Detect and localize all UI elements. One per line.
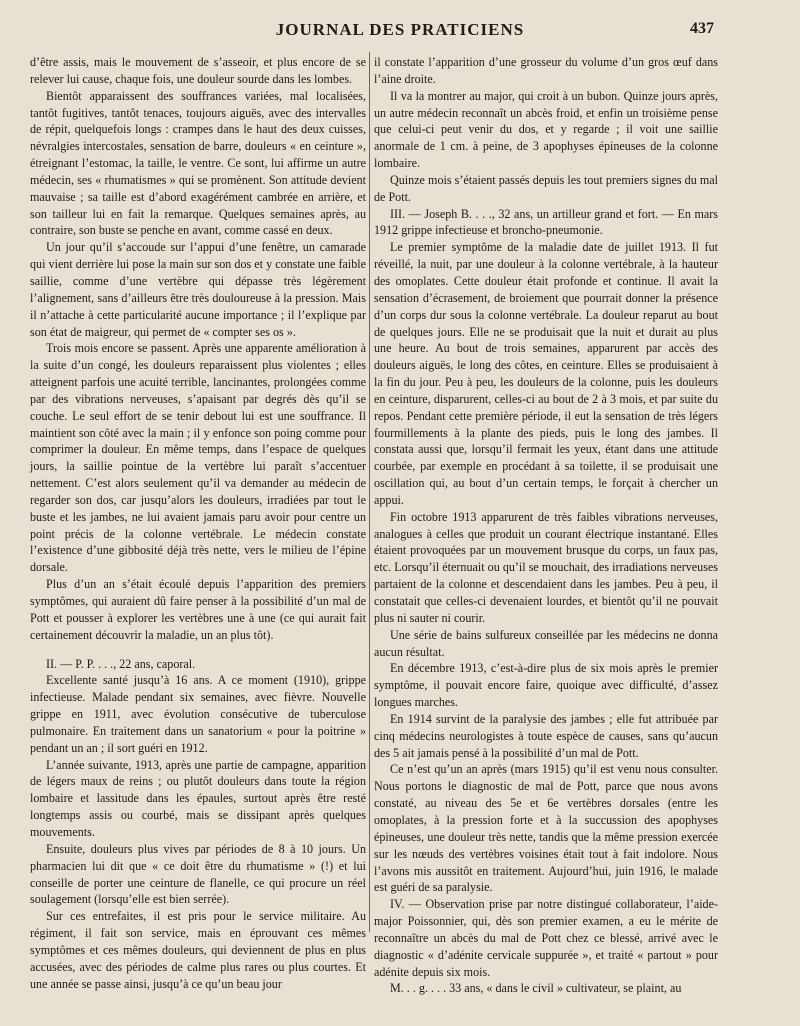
paragraph: Ensuite, douleurs plus vives par périodes de 8 à 10 jours. Un pharmacien lui dit que « ce doit être du rhumatisme » (!) et lui conseille de porter une ceinture de flanelle, ce qui procure un réel soulagement (lorsqu’elle est bien serrée). — [30, 841, 366, 907]
paragraph: L’année suivante, 1913, après une partie de campagne, apparition de légers maux de reins ; ou plutôt douleurs dans toute la région lombaire et lassitude dans les épaules, surtout après être resté longtemps assis ou courbé, mais se dissipant après quelques mouvements. — [30, 757, 366, 839]
paragraph: Excellente santé jusqu’à 16 ans. A ce moment (1910), grippe infectieuse. Malade pendant six semaines, avec fièvre. Nouvelle grippe en 1911, avec évolution consécutive de tuberculose pulmonaire. En traitement dans un sanatorium « pour la poitrine » pendant un an ; il sort guéri en 1912. — [30, 673, 366, 755]
left-column — [30, 54, 366, 992]
right-column — [374, 54, 718, 997]
paragraph: Bientôt apparaissent des souffrances variées, mal localisées, tantôt fugitives, tantôt tenaces, toujours aiguës, avec des intervalles de répit, quelquefois longs : crampes dans le haut des deux cuisses, névralgies intercostales, sensation de barre, douleurs « en ceinture », étreignant l’estomac, la taille, le ventre. Ce sont, lui affirme un autre médecin, ses « rhumatismes » qui se promènent. Son attitude devient mauvaise ; sa taille est d’abord exagérément cambrée en arrière, et son tailleur lui en fait la remarque. Quelques semaines après, au contraire, son buste se penche en avant, comme cassé en deux. — [30, 88, 366, 238]
case-heading: III. — Joseph B. . . ., 32 ans, un artilleur grand et fort. — En mars 1912 grippe infectieuse et broncho-pneumonie. — [374, 206, 718, 238]
paragraph: Quinze mois s’étaient passés depuis les tout premiers signes du mal de Pott. — [374, 172, 718, 204]
column-divider — [369, 52, 370, 932]
journal-title: JOURNAL DES PRATICIENS — [275, 20, 525, 39]
paragraph: Une série de bains sulfureux conseillée par les médecins ne donna aucun résultat. — [374, 627, 718, 659]
paragraph: M. . . g. . . . 33 ans, « dans le civil » cultivateur, se plaint, au — [390, 981, 682, 996]
case-heading: II. — P. P. . . ., 22 ans, caporal. — [46, 656, 196, 671]
page-number: 437 — [690, 20, 714, 37]
paragraph: En décembre 1913, c’est-à-dire plus de six mois après le premier symptôme, il pouvait encore faire, quoique avec difficulté, d’assez longues marches. — [374, 661, 718, 710]
paragraph: Sur ces entrefaites, il est pris pour le service militaire. Au régiment, il fait son service, mais en éprouvant ces mêmes symptômes et ces mêmes douleurs, qui deviennent de plus en plus accusées, avec des périodes de calme plus rares ou plus courtes. Et une année se passe ainsi, jusqu’à ce qu’un beau jour — [30, 909, 366, 991]
paragraph: Fin octobre 1913 apparurent de très faibles vibrations nerveuses, analogues à celles que produit un courant électrique instantané. Elles étaient provoquées par un mouvement brusque du corps, un faux pas, etc. Lorsqu’il éternuait ou qu’il se mouchait, des irradiations nerveuses partaient de la colonne et descendaient dans les jambes. Peu à peu, il constatait que celles-ci devenaient lourdes, et bientôt qu’il ne pouvait plus ni sauter ni courir. — [374, 509, 718, 625]
paragraph: Un jour qu’il s’accoude sur l’appui d’une fenêtre, un camarade qui vient derrière lui pose la main sur son dos et y constate une faible saillie, comme d’une vertèbre qui dépasse très légèrement l’alignement, sans d’ailleurs être très douloureuse à la pression. Mais il n’attache à cette particularité aucune importance ; il l’explique par son état de maigreur, qui permet de « compter ses os ». — [30, 240, 366, 339]
paragraph: Ce n’est qu’un an après (mars 1915) qu’il est venu nous consulter. Nous portons le diagnostic de mal de Pott, parce que nous avons constaté, au niveau des 5e et 6e vertèbres dorsales (entre les omoplates, à la pression forte et à la succussion des apophyses épineuses, une douleur très nette, tandis que la même pression exercée sur les nœuds des vertèbres voisines était tout à fait indolore. Nous l’avons mis aussitôt en traitement. Aujourd’hui, juin 1916, le malade est guéri de sa paralysie. — [374, 762, 718, 895]
paragraph: il constate l’apparition d’une grosseur du volume d’un gros œuf dans l’aine droite. — [374, 55, 718, 86]
paragraph: Il va la montrer au major, qui croit à un bubon. Quinze jours après, un autre médecin reconnaît un abcès froid, et enfin un troisième pense que celui-ci peut venir du dos, et y regarde ; il voit une saillie anormale de 1 cm. à peine, de 3 apophyses épineuses de la colonne lombaire. — [374, 88, 718, 171]
paragraph: Trois mois encore se passent. Après une apparente amélioration à la suite d’un congé, les douleurs reparaissent plus violentes ; elles atteignent parfois une acuité terrible, lancinantes, prolongées comme par des vibrations nerveuses, s’apaisant par degrés dès qu’il se couche. Le seul effort de se tenir debout lui est une souffrance. Il maintient son côté avec la main ; il y enfonce son poing comme pour comprimer la douleur. En même temps, dans l’espace de quelques jours, la saillie pointue de la vertèbre lui paraît s’accentuer nettement. C’est alors seulement qu’il va demander au médecin de regarder son dos, car jusqu’alors les douleurs, irradiées par tout le buste et les jambes, ne lui avaient jamais paru avoir pour centre un point précis de la colonne vertébrale. Le médecin constate l’existence d’une gibbosité déjà très nette, vers le milieu de l’épine dorsale. — [30, 341, 366, 575]
case-heading: IV. — Observation prise par notre distingué collaborateur, l’aide-major Poissonnier, qui, dès son premier examen, a eu le mérite de reconnaître un abcès du mal de Pott chez ce blessé, arrivé avec le diagnostic « d’adénite cervicale suppurée », et traité « partout » pour adénite depuis six mois. — [374, 897, 718, 979]
paragraph: d’être assis, mais le mouvement de s’asseoir, et plus encore de se relever lui cause, chaque fois, une douleur sourde dans les lombes. — [30, 55, 366, 86]
paragraph: En 1914 survint de la paralysie des jambes ; elle fut attribuée par cinq médecins neurologistes à toute espèce de causes, sans qu’aucun des 5 ait jamais pensé à la possibilité d’un mal de Pott. — [374, 711, 718, 760]
paragraph: Plus d’un an s’était écoulé depuis l’apparition des premiers symptômes, qui auraient dû faire penser à la possibilité d’un mal de Pott et pousser à explorer les vertèbres une à une (ce qui aurait fait certainement découvrir la maladie, un an plus tôt). — [30, 577, 366, 642]
paragraph: Le premier symptôme de la maladie date de juillet 1913. Il fut réveillé, la nuit, par une douleur à la colonne vertébrale, à la hauteur des omoplates. Cette douleur était profonde et continue. Il avait la sensation d’écrasement, de broiement que pourrait donner la présence d’un corps dur sous la colonne vertébrale. La douleur reparut au bout de quelques jours. Elle ne se produisait que la nuit et durait au plus une heure. Au bout de trois semaines, apparurent par accès des douleurs aiguës, le long des côtes, en ceinture. Elles se produisaient à la fin du jour. Peu à peu, les douleurs de la colonne, puis les douleurs en ceinture, disparurent, celles-ci au bout de 2 à 3 mois, et par suite du repos. Pendant cette première période, il eut la sensation de très légers fourmillements à la plante des pieds, puis le long des jambes. Il constata aussi que, lorsqu’il fermait les yeux, étant dans une attitude courbée, par exemple en procédant à sa toilette, il se produisait une oscillation qui, au bout d’un certain temps, le forçait à chercher un appui. — [374, 240, 718, 507]
running-header — [0, 20, 800, 44]
